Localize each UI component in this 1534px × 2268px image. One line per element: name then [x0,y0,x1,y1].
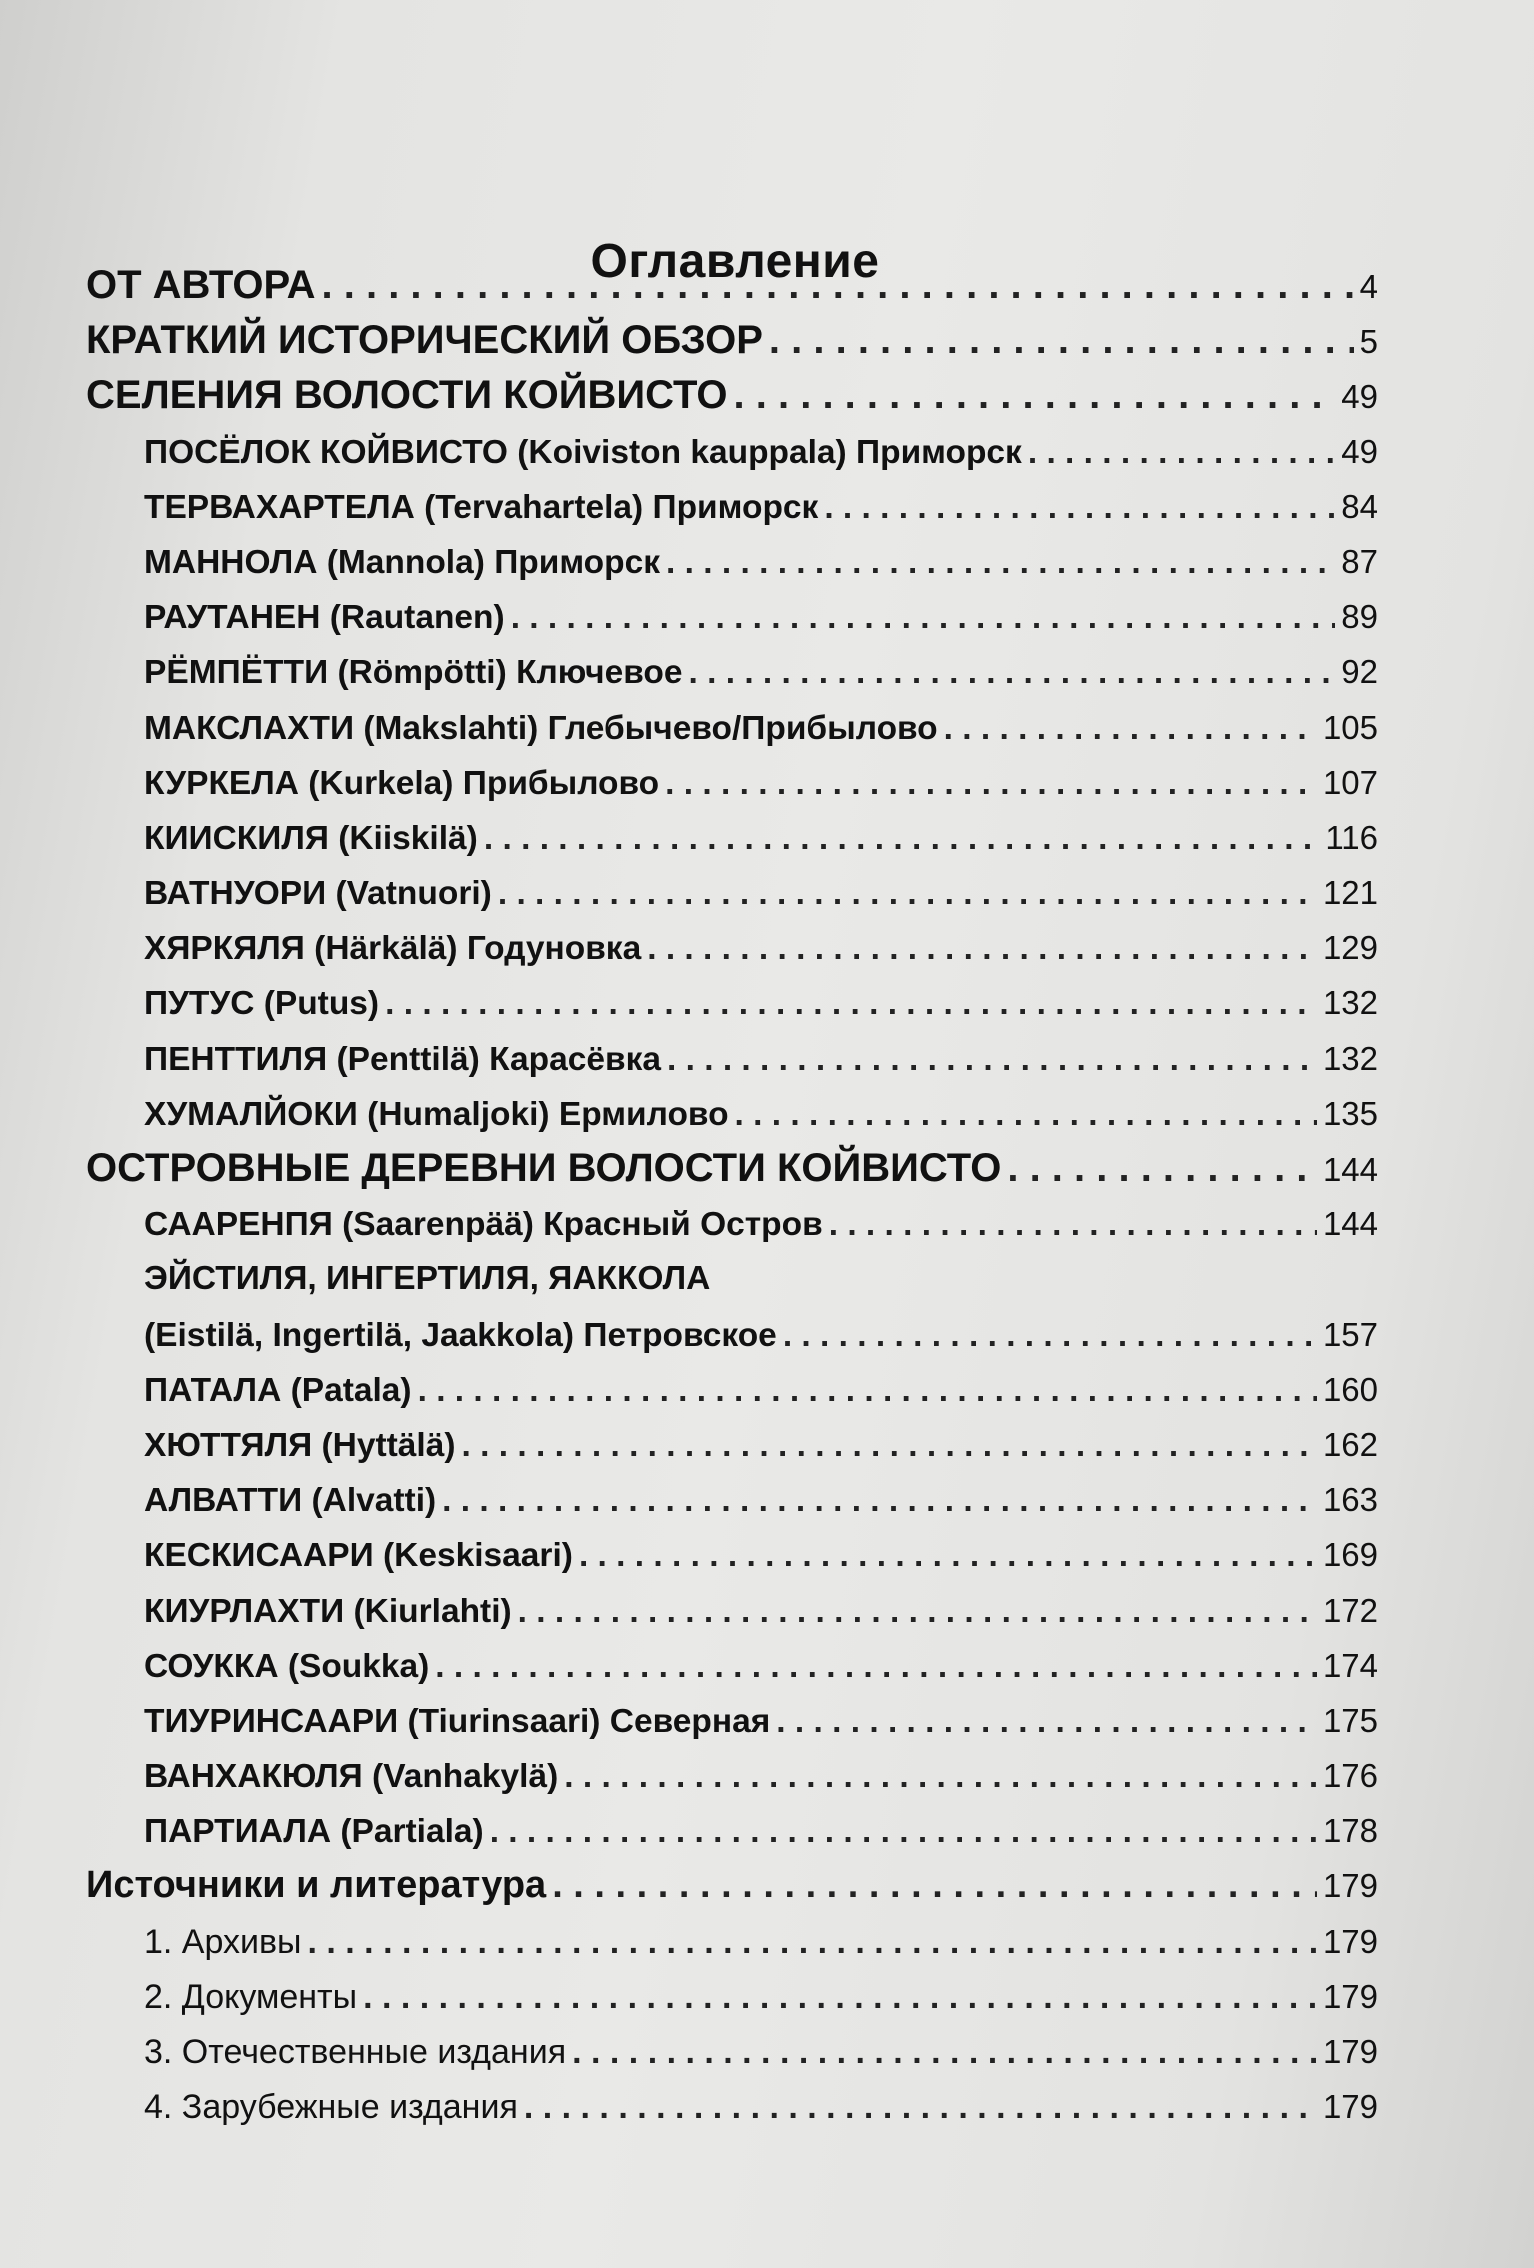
dot-leader [490,1804,1317,1858]
toc-entry-eistila[interactable] [86,1307,1378,1362]
dot-leader [498,866,1317,920]
toc-entry-label: РАУТАНЕН (Rautanen) [144,599,505,637]
toc-entry-koivisto[interactable] [86,424,1378,479]
toc-entry-label: ПЕНТТИЛЯ (Penttilä) Карасёвка [144,1040,661,1078]
toc-entry-page: 157 [1322,1315,1378,1353]
toc-entry-partiala[interactable] [86,1803,1378,1858]
dot-leader [1007,1141,1317,1196]
dot-leader [944,701,1317,755]
toc-entry-label: СААРЕНПЯ (Saarenpää) Красный Остров [144,1206,823,1244]
toc-entry-label: ВАТНУОРИ (Vatnuori) [144,875,492,913]
toc-entry-harkala[interactable] [86,920,1378,975]
toc-entry-penttila[interactable] [86,1031,1378,1086]
toc-entry-page: 174 [1322,1646,1378,1684]
toc-entry-saarenpaa[interactable] [86,1196,1378,1251]
toc-entry-tervahartela[interactable] [86,479,1378,534]
dot-leader [783,1308,1317,1362]
dot-leader [524,2080,1317,2134]
toc-entry-page: 132 [1322,984,1378,1022]
toc-entry-label: ОСТРОВНЫЕ ДЕРЕВНИ ВОЛОСТИ КОЙВИСТО [86,1146,1002,1190]
dot-leader [769,313,1354,368]
dot-leader [484,811,1320,865]
toc-entry-page: 132 [1322,1039,1378,1077]
toc-entry-page: 179 [1322,2088,1378,2126]
toc-entry-page: 49 [1341,378,1378,416]
dot-leader [735,1087,1317,1141]
toc-entry-page: 162 [1322,1425,1378,1463]
toc-entry-page: 121 [1322,874,1378,912]
toc-entry-label: СЕЛЕНИЯ ВОЛОСТИ КОЙВИСТО [86,373,728,418]
toc-entry-label: ТЕРВАХАРТЕЛА (Tervahartela) Приморск [144,488,819,526]
dot-leader [418,1363,1317,1417]
toc-entry-page: 107 [1322,763,1378,801]
page-title: Оглавление [590,235,880,289]
toc-entry-label: СОУККА (Soukka) [144,1647,430,1685]
toc-entry-page: 178 [1322,1812,1378,1850]
toc-entry-label: ПАТАЛА (Patala) [144,1371,412,1409]
dot-leader [564,1749,1317,1803]
toc-entry-page: 160 [1322,1370,1378,1408]
toc-entry-page: 87 [1341,542,1378,580]
toc-entry-page: 5 [1359,323,1378,361]
toc-entry-label: КРАТКИЙ ИСТОРИЧЕСКИЙ ОБЗОР [86,318,763,363]
toc-entry-tiurinsaari[interactable] [86,1693,1378,1748]
dot-leader [518,1584,1317,1638]
dot-leader [667,1032,1317,1086]
toc-entry-label: КИУРЛАХТИ (Kiurlahti) [144,1592,512,1630]
toc-entry-page: 179 [1322,1867,1378,1905]
toc-entry-dokumenty[interactable] [86,1969,1378,2024]
dot-leader [363,1970,1317,2024]
toc-entry-label: ВАНХАКЮЛЯ (Vanhakylä) [144,1758,559,1796]
toc-entry-page: 92 [1341,653,1378,691]
toc-entry-label: КУРКЕЛА (Kurkela) Прибылово [144,764,660,802]
toc-entry-label: (Eistilä, Ingertilä, Jaakkola) Петровское [144,1316,777,1354]
dot-leader [824,480,1335,534]
toc-entry-rautanen[interactable] [86,589,1378,644]
toc-entry-putus[interactable] [86,975,1378,1030]
toc-entry-page: 105 [1322,708,1378,746]
toc-entry-ot-avtora[interactable] [86,258,1378,313]
dot-leader [552,1858,1317,1913]
toc-entry-page: 129 [1322,929,1378,967]
toc-entry-label: АЛВАТТИ (Alvatti) [144,1482,437,1520]
toc-entry-page: 179 [1322,1977,1378,2015]
toc-entry-page: 89 [1341,598,1378,636]
dot-leader [776,1694,1317,1748]
toc-entry-label: МАННОЛА (Mannola) Приморск [144,543,660,581]
toc-entry-hyttala[interactable] [86,1417,1378,1472]
toc-entry-label: ХЮТТЯЛЯ (Hyttälä) [144,1426,456,1464]
toc-entry-label: КЕСКИСААРИ (Keskisaari) [144,1537,573,1575]
dot-leader [462,1418,1317,1472]
dot-leader [579,1528,1317,1582]
dot-leader [1028,425,1335,479]
toc-entry-page: 144 [1322,1205,1378,1243]
dot-leader [442,1473,1317,1527]
toc-entry-ostrovnye[interactable] [86,1141,1378,1196]
toc-entry-label: ЭЙСТИЛЯ, ИНГЕРТИЛЯ, ЯАККОЛА [144,1260,711,1298]
toc-entry-seleniya[interactable] [86,368,1378,423]
toc-entry-arhivy[interactable] [86,1914,1378,1969]
toc-entry-label: МАКСЛАХТИ (Makslahti) Глебычево/Прибылово [144,709,938,747]
toc-entry-zarubezhnye[interactable] [86,2079,1378,2134]
toc-entry-patala[interactable] [86,1362,1378,1417]
toc-entry-eistila-heading[interactable] [86,1251,1378,1306]
dot-leader [665,756,1317,810]
toc-entry-page: 179 [1322,1922,1378,1960]
toc-entry-alvatti[interactable] [86,1472,1378,1527]
toc-entry-page: 144 [1322,1151,1378,1188]
table-of-contents [86,258,1378,2134]
dot-leader [511,590,1336,644]
toc-entry-page: 135 [1322,1094,1378,1132]
dot-leader [322,258,1354,313]
dot-leader [385,976,1317,1030]
toc-entry-rompotti[interactable] [86,644,1378,699]
toc-entry-page: 169 [1322,1536,1378,1574]
toc-entry-label: Источники и литература [86,1864,547,1907]
toc-entry-label: ОТ АВТОРА [86,263,316,307]
toc-entry-page: 84 [1341,487,1378,525]
toc-entry-label: 4. Зарубежные издания [144,2088,518,2127]
toc-entry-otechestvennye[interactable] [86,2024,1378,2079]
toc-entry-page: 172 [1322,1591,1378,1629]
toc-entry-label: ТИУРИНСААРИ (Tiurinsaari) Северная [144,1702,771,1740]
toc-entry-label: РЁМПЁТТИ (Römpötti) Ключевое [144,654,683,692]
toc-entry-label: ПУТУС (Putus) [144,985,380,1023]
dot-leader [688,645,1335,699]
toc-entry-label: 3. Отечественные издания [144,2033,567,2071]
toc-entry-page: 175 [1322,1701,1378,1739]
toc-entry-soukka[interactable] [86,1638,1378,1693]
toc-entry-label: ХУМАЛЙОКИ (Humaljoki) Ермилово [144,1095,729,1133]
toc-entry-label: КИИСКИЛЯ (Kiiskilä) [144,819,478,857]
dot-leader [435,1639,1317,1693]
toc-entry-kiiskila[interactable] [86,810,1378,865]
toc-entry-label: 2. Документы [144,1977,358,2016]
toc-entry-label: 1. Архивы [144,1922,302,1961]
dot-leader [734,368,1336,423]
toc-entry-kiurlahti[interactable] [86,1583,1378,1638]
toc-entry-page: 116 [1325,818,1378,856]
dot-leader [572,2025,1317,2079]
toc-entry-makslahti[interactable] [86,700,1378,755]
toc-entry-vanhakyla[interactable] [86,1748,1378,1803]
dot-leader [308,1915,1317,1969]
toc-entry-keskisaari[interactable] [86,1527,1378,1582]
toc-entry-page: 176 [1322,1757,1378,1795]
toc-entry-kurkela[interactable] [86,755,1378,810]
toc-entry-humaljoki[interactable] [86,1086,1378,1141]
dot-leader [666,535,1335,589]
toc-entry-kratkiy-obzor[interactable] [86,313,1378,368]
toc-entry-page: 179 [1322,2033,1378,2070]
dot-leader [829,1197,1317,1251]
toc-entry-page: 49 [1341,432,1378,470]
toc-entry-vatnuori[interactable] [86,865,1378,920]
toc-entry-label: ХЯРКЯЛЯ (Härkälä) Годуновка [144,930,642,968]
dot-leader [647,921,1317,975]
toc-entry-istochniki[interactable] [86,1858,1378,1913]
toc-entry-page: 163 [1322,1481,1378,1519]
toc-entry-page: 4 [1359,268,1378,305]
toc-entry-label: ПАРТИАЛА (Partiala) [144,1813,484,1851]
toc-entry-mannola[interactable] [86,534,1378,589]
toc-entry-label: ПОСЁЛОК КОЙВИСТО (Koiviston kauppala) Приморск [144,433,1022,471]
